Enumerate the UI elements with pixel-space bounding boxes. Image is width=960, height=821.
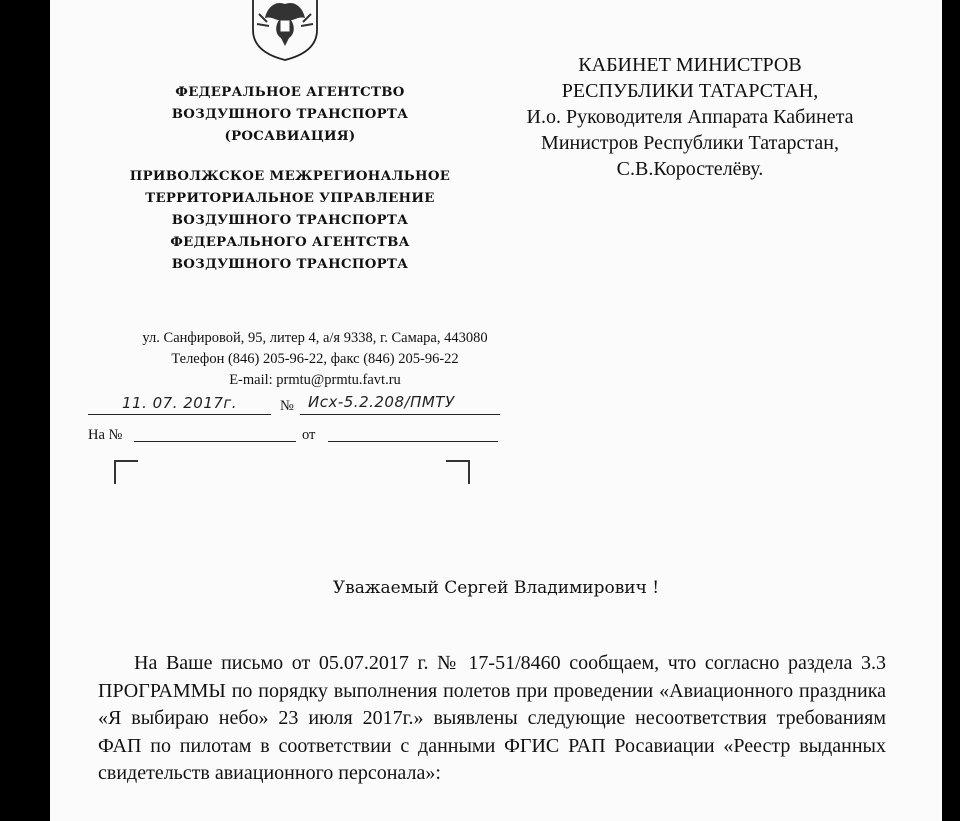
addressee-line: РЕСПУБЛИКИ ТАТАРСТАН, bbox=[561, 80, 819, 102]
outgoing-date: 11. 07. 2017г. bbox=[122, 394, 238, 412]
coat-of-arms-icon bbox=[245, 0, 325, 62]
salutation: Уважаемый Сергей Владимирович ! bbox=[332, 578, 660, 598]
agency-line: ВОЗДУШНОГО ТРАНСПОРТА bbox=[171, 107, 409, 122]
department-line: ФЕДЕРАЛЬНОГО АГЕНТСТВА bbox=[170, 235, 410, 250]
number-underline bbox=[300, 414, 500, 415]
addressee-line: С.В.Коростелёву. bbox=[616, 158, 764, 180]
department-line: ПРИВОЛЖСКОЕ МЕЖРЕГИОНАЛЬНОЕ bbox=[129, 169, 451, 184]
addressee-line: КАБИНЕТ МИНИСТРОВ bbox=[578, 54, 802, 76]
number-label: № bbox=[280, 398, 294, 414]
corner-mark-left bbox=[114, 460, 138, 484]
agency-line: ФЕДЕРАЛЬНОЕ АГЕНТСТВО bbox=[175, 85, 405, 100]
department-line: ТЕРРИТОРИАЛЬНОЕ УПРАВЛЕНИЕ bbox=[145, 191, 435, 206]
street-address: ул. Санфировой, 95, литер 4, а/я 9338, г. Самара, 443080 bbox=[142, 330, 488, 346]
sender-address-block bbox=[75, 328, 555, 391]
reply-date-label: от bbox=[302, 427, 316, 443]
phone-fax: Телефон (846) 205-96-22, факс (846) 205-96-22 bbox=[171, 351, 459, 367]
letter-body: На Ваше письмо от 05.07.2017 г. № 17-51/8460 сообщаем, что согласно раздела 3.3 ПРОГРАММЫ по порядку выполнения полетов при проведении «Авиационного праздника «Я выбираю небо» 23 июля 2017г.» выявлены следующие несоответствия требованиям ФАП по пилотам в соответствии с данными ФГИС РАП Росавиации «Реестр выданных свидетельств авиационного персонала»: bbox=[98, 652, 886, 784]
agency-line: (РОСАВИАЦИЯ) bbox=[224, 129, 356, 144]
reply-number-label: На № bbox=[88, 427, 123, 443]
document-page bbox=[50, 0, 942, 821]
sender-agency-block bbox=[110, 82, 470, 276]
department-line: ВОЗДУШНОГО ТРАНСПОРТА bbox=[171, 257, 409, 272]
department-line: ВОЗДУШНОГО ТРАНСПОРТА bbox=[171, 213, 409, 228]
email-address: E-mail: prmtu@prmtu.favt.ru bbox=[229, 372, 401, 388]
date-underline bbox=[88, 414, 271, 415]
reply-number-underline bbox=[134, 441, 296, 442]
outgoing-number: Исх-5.2.208/ПМТУ bbox=[308, 393, 455, 411]
addressee-block bbox=[480, 52, 900, 182]
reply-date-underline bbox=[328, 441, 498, 442]
addressee-line: И.о. Руководителя Аппарата Кабинета bbox=[526, 106, 854, 128]
corner-mark-right bbox=[446, 460, 470, 484]
addressee-line: Министров Республики Татарстан, bbox=[541, 132, 839, 154]
